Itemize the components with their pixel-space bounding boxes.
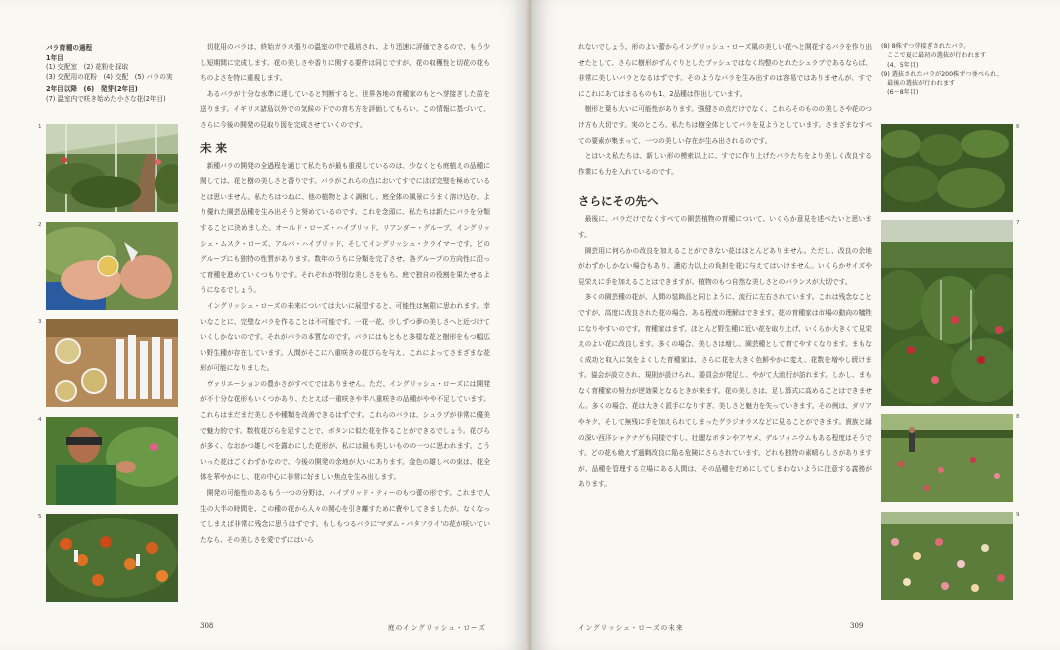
sidebar-title: バラ育種の過程 — [46, 44, 93, 52]
paragraph: 開発の可能性のあるもう一つの分野は、ハイブリッド・ティーのもつ蕾の形です。これまで人生の大半の時間を、この種の花から人々の関心を引き離すために費やしてきましたが、なくなってしまえば非常に残念に思うはずです。もしもつるバラに'マダム・バタフライ'の花が咲いていたなら、その美しさを愛でずにはいら — [200, 489, 490, 544]
sidebar-year1-item: (3) 交配用の花粉 (4) 交配 (5) バラの実 — [46, 72, 173, 81]
paragraph: れないでしょう。形のよい蕾からイングリッシュ・ローズ風の美しい花へと開花するバラを作り出せたとして、さらに樹形がずんぐりとしたブッシュではなく均整のとれたシュラブであるならば、非常に美しいバラとなるはずです。そのようなバラを生み出すのは容易ではありませんが、すでにこれにあてはまるものも1、2品種は作出しています。 — [578, 43, 872, 98]
paragraph: 樹形と葉も大いに可能性があります。強健さの点だけでなく、これらそのものの美しさや花のつけ方も大切です。実のところ、私たちは樹全体としてバラを見ようとしています。さまざまなすべての要素が集まって、一つの美しい存在が生み出されるのです。 — [578, 105, 872, 145]
figure-number: 3 — [38, 319, 42, 325]
sidebar-captions — [46, 44, 180, 104]
figure-number: 9 — [1016, 512, 1020, 518]
section-heading-beyond: さらにその先へ — [578, 194, 659, 209]
note-line: (4、5年目) — [881, 61, 919, 69]
paragraph: ヴァリエーションの豊かさがすべてではありません。ただ、イングリッシュ・ローズには開発が不十分な花形もいくつかあり、たとえば一重咲きや半八重咲きの品種がやや不足しています。これらはまだまだ美しさや種類を改善できるはずです。これらのバラは、シュラブが非常に優美で魅力的です。数枚花びらを足すことで、ボタンに似た花を作ることができるでしょう。花びらが多く、なおかつ雄しべを露わにした花形が、私には最も美しいものの一つに思われます。こういった花はごくわずかなので、今後の開発の余地が大いにあります。金色の雄しべの束は、花全体を華やかにし、花の中心に非常に好ましい焦点を生み出します。 — [200, 379, 490, 482]
photo-pollen-dishes — [46, 319, 178, 407]
paragraph: 切花用のバラは、終始ガラス張りの温室の中で栽培され、より迅速に評価できるので、もう少し短期間に完成します。花の美しさや香りに関する要件は同じですが、花の収穫性と切花の花もちのよさを特に重視します。 — [200, 43, 490, 83]
paragraph: あるバラが十分な水準に達していると判断すると、世界各地の育種家のもとへ芽接ぎした苗を送ります。イギリス諸島以外での気候の下での育ち方を評価してもらい、この情報に基づいて、さらに今後の開発の見取り図を完成させていくのです。 — [200, 89, 490, 129]
note-line: (6～8年目) — [881, 89, 919, 97]
paragraph: 最後に、バラだけでなくすべての園芸植物の育種について、いくらか意見を述べたいと思います。 — [578, 215, 872, 239]
page-number: 309 — [850, 622, 864, 630]
sidebar-year2-item: (7) 温室内で咲き始めた小さな花(2年目) — [46, 94, 166, 103]
paragraph: 園芸用に何らかの改良を加えることができない花はほとんどありません。ただし、改良の余地がわずかしかない場合もあり、適応力以上の負担を花に与えてはいけません。いくらかサイズや見栄えに手を加えることはできますが、植物のもつ自然な美しさとのバランスが大切です。 — [578, 246, 872, 286]
sidebar-year1-heading: 1年目 — [46, 53, 64, 62]
sidebar-year2-heading: 2年目以降 (6) 発芽(2年目) — [46, 85, 138, 93]
running-head: イングリッシュ・ローズの未来 — [578, 624, 684, 632]
photo-pollination — [46, 417, 178, 505]
figure-number: 2 — [38, 222, 42, 228]
paragraph: とはいえ私たちは、新しい形の模索以上に、すでに作り上げたバラたちをより美しく改良する作業にも力を入れているのです。 — [578, 152, 872, 176]
note-line: (9) 選抜されたバラが200株ずつ並べられ、 — [881, 70, 1003, 78]
note-line: 最後の選抜が行われます — [881, 80, 956, 88]
figure-number: 5 — [38, 514, 42, 520]
paragraph: 新種バラの開発の全過程を通じて私たちが最も重視しているのは、少なくとも庭植えの品種に関しては、花と樹の美しさと香りです。バラがこれらの点においてすでにほぼ完璧を極めているとは思いません。私たちはつねに、他の植物とよく調和し、庭全体の風景にうまく溶け込む、より優れた園芸品種を生み出そうと努めているのです。これを念頭に、私たちは新たにバラを分類することに決めました。オールド・ローズ・ハイブリッド、リアンダー・グループ、イングリッシュ・ムスク・ローズ、アルバ・ハイブリッド、そしてイングリッシュ・クライマーです。どのグループにも独特の性質があります。数年のうちに分類を完了させ、各グループの方向性に沿って育種を進めていくつもりです。それぞれが特別な美しさをもち、庭で独自の役割を果たせるようになるでしょう。 — [200, 161, 490, 295]
figure-number: 4 — [38, 417, 42, 423]
paragraph: イングリッシュ・ローズの未来については大いに展望すると、可能性は無限に思われます。幸いなことに、完璧なバラを作ることは不可能です。一花一花、少しずつ夢の美しさへと近づけていくしかないのです。それがバラの本質なのです。バラにはもともと多様な花と樹形をもつ幅広い野生種が存在しています。人間がそこに八重咲きの花びらを与え、これによってさまざまな花形が可能になりました。 — [200, 301, 490, 373]
left-page — [0, 0, 528, 650]
photo-field-selection — [881, 414, 1013, 502]
figure-number: 8 — [1016, 414, 1020, 420]
photo-budded-roses — [881, 124, 1013, 212]
photo-rose-hips — [46, 514, 178, 602]
photo-greenhouse-rows — [881, 220, 1013, 406]
left-text-column — [200, 40, 490, 548]
figure-number: 7 — [1016, 220, 1020, 226]
photo-pollen-collection — [46, 222, 178, 310]
note-line: ここで夏に最初の選抜が行われます — [881, 52, 987, 60]
right-text-column — [578, 40, 872, 493]
page-number: 308 — [200, 622, 214, 630]
figure-number: 6 — [1016, 124, 1020, 130]
note-line: (8) 8株ずつ芽接ぎされたバラ。 — [881, 43, 970, 50]
running-head: 庭のイングリッシュ・ローズ — [388, 624, 486, 632]
sidebar-notes-right — [881, 42, 1031, 98]
photo-final-selection — [881, 512, 1013, 600]
figure-number: 1 — [38, 124, 42, 130]
section-heading-future: 未 来 — [200, 140, 228, 155]
paragraph: 多くの園芸種の花が、人間の装飾品と同じように、流行に左右されています。これは残念なことですが、高度に改良された花の場合、ある程度の理解はできます。花の育種家は市場の動向の犠牲になりやすいのです。育種家はまず、ほとんど野生種に近い花を取り上げ、いくらか大きくて見栄えのよい花に改良します。多くの場合、美しさは増し、園芸種として育てやすくなります。まもなく成功と収入に気をよくした育種家は、さらに花を大きく色鮮やかに変え、花数を増やし続けます。協会が設立され、規則が設けられ、委員会が発足し、やがて大流行が訪れます。しかし、まもなく育種家の努力が逆効果となるときが来ます。花の美しさは、足し算式に高めることはできません。多くの場合、花は大きく派手になりすぎ、美しさと魅力を失っていきます。その例は、ダリアやキク、そして無残に手を加えられてしまったグラジオラスなどに見ることができます。貴族と縁の深い西洋シャクナゲも同様ですし、壮麗なボタンやアヤメ、デルフィニウムもある程度はそうです。どの花も絶えず過剰改良に陥る危険にさらされています。どれも独特の素晴らしさがありますが、品種を管理する立場にある人間は、その品種をだめにしてしまわないように注意する義務があります。 — [578, 293, 872, 489]
sidebar-year1-item: (1) 交配室 (2) 花粉を採取 — [46, 63, 129, 71]
photo-greenhouse — [46, 124, 178, 212]
